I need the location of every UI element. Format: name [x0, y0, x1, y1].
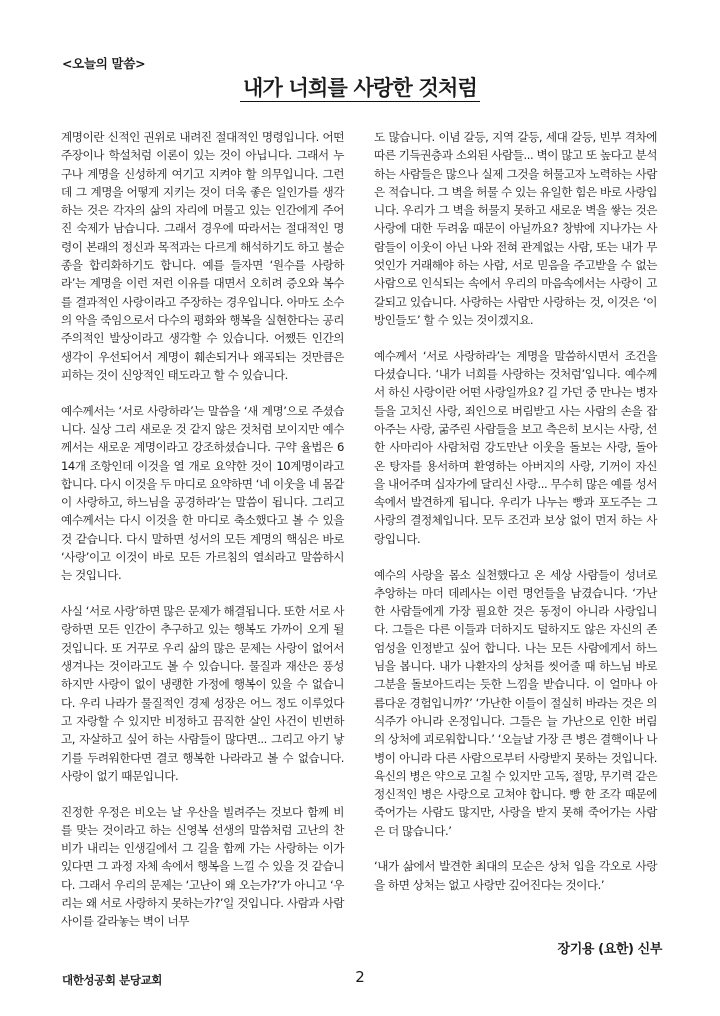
paragraph: 진정한 우정은 비오는 날 우산을 빌려주는 것보다 함께 비를 맞는 것이라고 하는 신영복 선생의 말씀처럼 고난의 찬비가 내리는 인생길에서 그 길을 함께 가는 사랑하는 이가 있다면 그 과정 자체 속에서 행복을 느낄 수 있을 것 같습니다. 그래서 우리의 문제는 ‘고난이 왜 오는가?’가 아니고 ‘우리는 왜 서로 사랑하지 못하는가?’일 것입니다. 사람과 사람 사이를 갈라놓는 벽이 너무: [61, 804, 344, 929]
left-column: [61, 128, 344, 948]
page-number: 2: [355, 968, 365, 986]
paragraph: 예수의 사랑을 몸소 실천했다고 온 세상 사람들이 성녀로 추앙하는 마더 데레사는 이런 명언들을 남겼습니다. ‘가난한 사람들에게 가장 필요한 것은 동정이 아니라 사랑입니다. 그들은 다른 이들과 더하지도 덜하지도 않은 자신의 존엄성을 인정받고 싶어 합니다. 나는 모든 사람에게서 하느님을 봅니다. 내가 나환자의 상처를 씻어줄 때 하느님 바로 그분을 돌보아드리는 듯한 느낌을 받습니다. 이 얼마나 아름다운 경험입니까?’ ‘가난한 이들이 절실히 바라는 것은 의식주가 아니라 온정입니다. 그들은 늘 가난으로 인한 버림의 상처에 괴로워합니다.’ ‘오늘날 가장 큰 병은 결핵이나 나병이 아니라 다른 사람으로부터 사랑받지 못하는 것입니다. 육신의 병은 약으로 고칠 수 있지만 고독, 절망, 무기력 같은 정신적인 병은 사랑으로 고쳐야 합니다. 빵 한 조각 때문에 죽어가는 사람도 많지만, 사랑을 받지 못해 죽어가는 사람은 더 많습니다.’: [374, 567, 657, 838]
footer-church-name: 대한성공회 분당교회: [62, 973, 162, 987]
paragraph: 예수께서는 ‘서로 사랑하라’는 말씀을 ‘새 계명’으로 주셨습니다. 실상 그리 새로운 것 같지 않은 것처럼 보이지만 예수께서는 새로운 계명이라고 강조하셨습니다. 구약 율법은 614개 조항인데 이것을 열 개로 요약한 것이 10계명이라고 합니다. 다시 이것을 두 마디로 요약하면 ‘네 이웃을 네 몸같이 사랑하고, 하느님을 공경하라’는 말씀이 됩니다. 그리고 예수께서는 다시 이것을 한 마디로 축소했다고 볼 수 있을 것 같습니다. 다시 말하면 성서의 모든 계명의 핵심은 바로 ‘사랑’이고 이것이 바로 모든 가르침의 열쇠라고 말씀하시는 것입니다.: [61, 403, 344, 583]
section-label: <오늘의 말씀>: [62, 56, 146, 71]
paragraph: 예수께서 ‘서로 사랑하라’는 계명을 말씀하시면서 조건을 다셨습니다. ‘내가 너희를 사랑하는 것처럼’입니다. 예수께서 하신 사랑이란 어떤 사랑일까요? 길 가던 중 만나는 병자들을 고치신 사랑, 죄인으로 버림받고 사는 사람의 손을 잡아주는 사랑, 굶주린 사람들을 보고 측은히 보시는 사랑, 선한 사마리아 사람처럼 강도만난 이웃을 돌보는 사랑, 돌아온 탕자를 용서하며 환영하는 아버지의 사랑, 기꺼이 자신을 내어주며 십자가에 달리신 사랑... 무수히 많은 예를 성서 속에서 발견하게 됩니다. 우리가 나누는 빵과 포도주는 그 사랑의 결정체입니다. 모두 조건과 보상 없이 먼저 하는 사랑입니다.: [374, 348, 657, 546]
paragraph: 도 많습니다. 이념 갈등, 지역 갈등, 세대 갈등, 빈부 격차에 따른 기득권층과 소외된 사람들... 벽이 많고 또 높다고 분석하는 사람들은 많으나 실제 그것을 허물고자 노력하는 사람은 적습니다. 그 벽을 허물 수 있는 유일한 힘은 바로 사랑입니다. 우리가 그 벽을 허물지 못하고 새로운 벽을 쌓는 것은 사랑에 대한 두려움 때문이 아닐까요? 창밖에 지나가는 사람들이 이웃이 아닌 나와 전혀 관계없는 사람, 또는 내가 무엇인가 거래해야 하는 사람, 서로 믿음을 주고받을 수 없는 사람으로 인식되는 속에서 우리의 마음속에서는 사랑이 고갈되고 있습니다. 사랑하는 사람만 사랑하는 것, 이것은 ‘이방인들도’ 할 수 있는 것이겠지요.: [374, 130, 657, 327]
right-column: [374, 128, 657, 912]
author-signature: 장기용 (요한) 신부: [557, 942, 662, 957]
paragraph: 사실 ‘서로 사랑’하면 많은 문제가 해결됩니다. 또한 서로 사랑하면 모든 인간이 추구하고 있는 행복도 가까이 오게 될 것입니다. 또 거꾸로 우리 삶의 많은 문제는 사랑이 없어서 생겨나는 것이라고도 볼 수 있습니다. 물질과 재산은 풍성하지만 사랑이 없이 냉랭한 가정에 행복이 있을 수 없습니다. 우리 나라가 물질적인 경제 성장은 어느 정도 이루었다고 자랑할 수 있지만 비정하고 끔직한 살인 사건이 빈번하고, 자살하고 싶어 하는 사람들이 많다면... 그리고 아기 낳기를 두려워한다면 결코 행복한 나라라고 볼 수 없습니다. 사랑이 없기 때문입니다.: [61, 604, 344, 783]
quote-paragraph: ‘내가 삶에서 발견한 최대의 모순은 상처 입을 각오로 사랑을 하면 상처는 없고 사랑만 깊어진다는 것이다.’: [374, 859, 657, 892]
paragraph: 계명이란 신적인 권위로 내려진 절대적인 명령입니다. 어떤 주장이나 학설처럼 이론이 있는 것이 아닙니다. 그래서 누구나 계명을 신성하게 여기고 지켜야 할 의무입니다. 그런데 그 계명을 어떻게 지키는 것이 더욱 좋은 일인가를 생각하는 것은 각자의 삶의 자리에 머물고 있는 인간에게 주어진 숙제가 남습니다. 그래서 경우에 따라서는 절대적인 명령이 본래의 정신과 목적과는 다르게 해석하기도 하고 불순종을 합리화하기도 합니다. 예를 들자면 ‘원수를 사랑하라’는 계명을 이런 저런 이유를 대면서 오히려 증오와 복수를 결과적인 사랑이라고 주장하는 경우입니다. 아마도 소수의 악을 죽임으로서 다수의 평화와 행복을 실현한다는 공리주의적인 발상이라고 생각할 수 있습니다. 어쨌든 인간의 생각이 우선되어서 계명이 훼손되거나 왜곡되는 것만큼은 피하는 것이 신앙적인 태도라고 할 수 있습니다.: [61, 130, 344, 382]
page-title: [0, 72, 720, 102]
page-title-text: 내가 너희를 사랑한 것처럼: [240, 76, 480, 102]
